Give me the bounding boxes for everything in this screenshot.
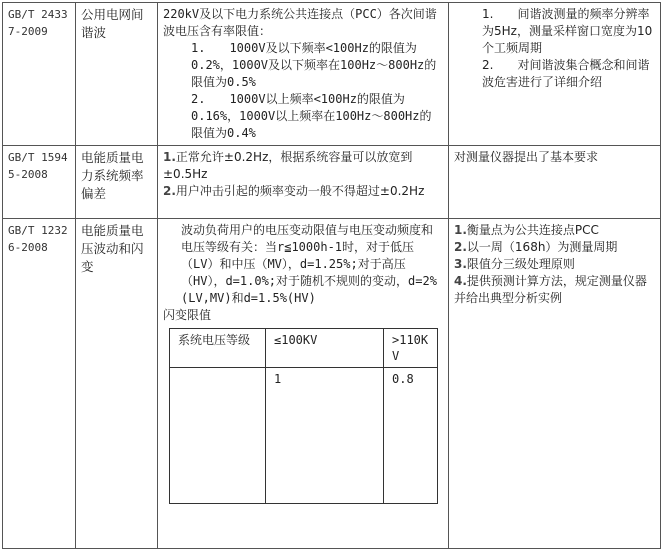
flicker-table-cell: 0.8: [384, 368, 438, 504]
flicker-table-row: [170, 368, 438, 504]
requirement-cell: [158, 3, 449, 146]
table-row: [3, 3, 661, 146]
flicker-limit-table: [169, 328, 438, 504]
requirement-item: 1.正常允许±0.2Hz，根据系统容量可以放宽到±0.5Hz: [163, 150, 413, 181]
requirement-item: 2. 1000V以上频率<100Hz的限值为0.16%，1000V以上频率在100Hz～800Hz的限值为0.4%: [191, 92, 432, 140]
notes-item: 4.提供预测计算方法，规定测量仪器并给出典型分析实例: [454, 274, 647, 305]
requirement-cell: [158, 219, 449, 549]
flicker-table-header: 系统电压等级: [170, 329, 266, 368]
notes-cell: [449, 146, 661, 219]
notes-item: 1. 间谐波测量的频率分辨率为5Hz，测量采样窗口宽度为10个工频周期: [482, 7, 653, 55]
requirement-text: 波动负荷用户的电压变动限值与电压变动频度和电压等级有关：当r≦1000h-1时，对于低压（LV）和中压（MV），d=1.25%;对于高压（HV），d=1.0%;对于随机不规则的变动，d=2%(LV,MV)和d=1.5%(HV): [181, 223, 437, 305]
flicker-table-header-row: [170, 329, 438, 368]
table-row: [3, 219, 661, 549]
requirement-item: 2.用户冲击引起的频率变动一般不得超过±0.2Hz: [163, 184, 425, 198]
flicker-table-header: ≤100KV: [266, 329, 384, 368]
flicker-table-header: >110KV: [384, 329, 438, 368]
requirement-cell: [158, 146, 449, 219]
requirement-intro: 220kV及以下电力系统公共连接点（PCC）各次间谐波电压含有率限值：: [163, 7, 437, 38]
flicker-table-cell: 1: [266, 368, 384, 504]
notes-text: 对测量仪器提出了基本要求: [454, 150, 599, 164]
standard-code-cell: [3, 219, 76, 549]
notes-cell: [449, 3, 661, 146]
flicker-limit-title: 闪变限值: [163, 308, 212, 322]
notes-cell: [449, 219, 661, 549]
standard-name-cell: [76, 219, 158, 549]
notes-item: 2. 对间谐波集合概念和间谐波危害进行了详细介绍: [482, 58, 650, 89]
standard-code-cell: [3, 3, 76, 146]
standard-name: 公用电网间谐波: [81, 7, 144, 40]
notes-item: 2.以一周（168h）为测量周期: [454, 240, 618, 254]
requirement-item: 1. 1000V及以下频率<100Hz的限值为0.2%，1000V及以下频率在100Hz～800Hz的限值为0.5%: [191, 41, 437, 89]
standard-name: 电能质量电压波动和闪变: [81, 223, 144, 274]
flicker-table-cell: [170, 368, 266, 504]
standard-name-cell: [76, 3, 158, 146]
standard-name-cell: [76, 146, 158, 219]
standard-name: 电能质量电力系统频率偏差: [81, 150, 144, 201]
standards-table: [2, 2, 661, 549]
table-row: [3, 146, 661, 219]
standard-code: GB/T 24337-2009: [8, 8, 68, 38]
standard-code: GB/T 15945-2008: [8, 151, 68, 181]
standard-code: GB/T 12326-2008: [8, 224, 68, 254]
notes-item: 1.衡量点为公共连接点PCC: [454, 223, 599, 237]
standard-code-cell: [3, 146, 76, 219]
notes-item: 3.限值分三级处理原则: [454, 257, 575, 271]
